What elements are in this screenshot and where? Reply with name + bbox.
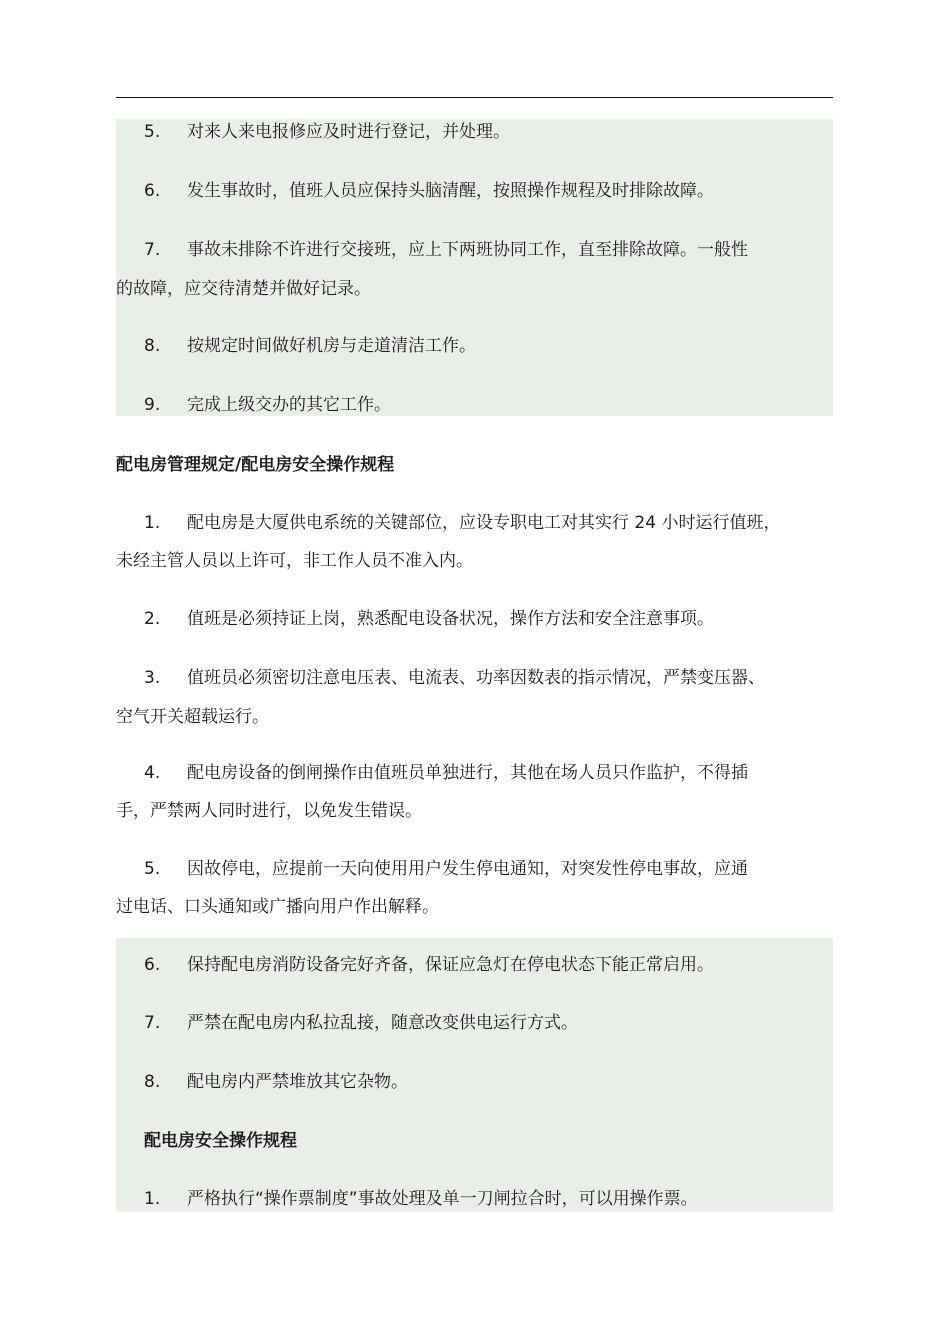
list-item-number: 8. (144, 336, 161, 356)
list-item-text-continued: 的故障，应交待清楚并做好记录。 (116, 279, 371, 299)
shaded-block-1 (116, 119, 833, 416)
list-item-text: 配电房是大厦供电系统的关键部位，应设专职电工对其实行 24 小时运行值班， (187, 513, 781, 533)
list-item-text: 配电房内严禁堆放其它杂物。 (187, 1072, 408, 1092)
list-item-text-continued: 空气开关超载运行。 (116, 707, 269, 727)
list-item-number: 4. (144, 763, 161, 783)
list-item-number: 2. (144, 609, 161, 629)
list-item-text: 配电房设备的倒闸操作由值班员单独进行，其他在场人员只作监护，不得插 (187, 763, 748, 783)
list-item-text: 保持配电房消防设备完好齐备，保证应急灯在停电状态下能正常启用。 (187, 955, 714, 975)
list-item-number: 7. (144, 240, 161, 260)
list-item-number: 1. (144, 513, 161, 533)
list-item-text: 按规定时间做好机房与走道清洁工作。 (187, 336, 476, 356)
list-item-text-continued: 过电话、口头通知或广播向用户作出解释。 (116, 897, 439, 917)
list-item-number: 7. (144, 1013, 161, 1033)
list-item-text-continued: 手，严禁两人同时进行，以免发生错误。 (116, 801, 422, 821)
list-item-number: 1. (144, 1189, 161, 1209)
list-item-text: 因故停电，应提前一天向使用用户发生停电通知，对突发性停电事故，应通 (187, 859, 748, 879)
list-item-text: 严格执行“操作票制度”事故处理及单一刀闸拉合时，可以用操作票。 (187, 1189, 698, 1209)
list-item-number: 5. (144, 859, 161, 879)
list-item-number: 6. (144, 181, 161, 201)
list-item-text: 值班是必须持证上岗，熟悉配电设备状况，操作方法和安全注意事项。 (187, 609, 714, 629)
list-item-number: 3. (144, 668, 161, 688)
list-item-text-continued: 未经主管人员以上许可，非工作人员不准入内。 (116, 551, 473, 571)
list-item-number: 6. (144, 955, 161, 975)
list-item-text: 严禁在配电房内私拉乱接，随意改变供电运行方式。 (187, 1013, 578, 1033)
list-item-text: 事故未排除不许进行交接班，应上下两班协同工作，直至排除故障。一般性 (187, 240, 748, 260)
list-item-text: 发生事故时，值班人员应保持头脑清醒，按照操作规程及时排除故障。 (187, 181, 714, 201)
list-item-text: 对来人来电报修应及时进行登记，并处理。 (187, 122, 510, 142)
subsection-heading: 配电房安全操作规程 (144, 1131, 297, 1151)
list-item-number: 8. (144, 1072, 161, 1092)
list-item-text: 完成上级交办的其它工作。 (187, 395, 391, 415)
list-item-number: 5. (144, 122, 161, 142)
header-rule (116, 97, 833, 98)
list-item-number: 9. (144, 395, 161, 415)
section-heading: 配电房管理规定/配电房安全操作规程 (116, 455, 395, 475)
list-item-text: 值班员必须密切注意电压表、电流表、功率因数表的指示情况，严禁变压器、 (187, 668, 765, 688)
